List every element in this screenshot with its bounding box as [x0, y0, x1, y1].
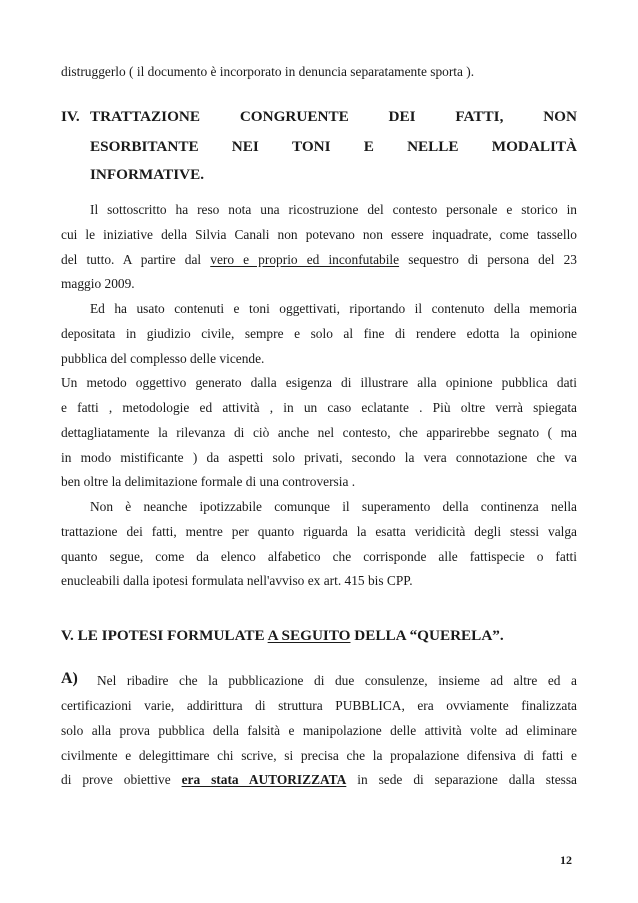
text-line: trattazione dei fatti, mentre per quanto riguarda la esatta veridicità degli stessi valga — [61, 524, 577, 539]
text-line: Ed ha usato contenuti e toni oggettivati, riportando il contenuto della memoria — [90, 301, 577, 316]
title-word: E — [363, 138, 374, 155]
text-line: certificazioni varie, addirittura di struttura PUBBLICA, era ovviamente finalizzata — [61, 698, 577, 713]
text-line: civilmente e delegittimare chi scrive, si precisa che la propalazione difensiva di fatti e — [61, 748, 577, 763]
text-line: ben oltre la delimitazione formale di una controversia . — [61, 474, 356, 489]
title-word: ESORBITANTE — [90, 138, 199, 155]
text-line: distruggerlo ( il documento è incorporato in denuncia separatamente sporta ). — [61, 64, 475, 79]
section-number: IV. — [61, 108, 80, 125]
section-title: V. LE IPOTESI FORMULATE A SEGUITO DELLA “QUERELA”. — [61, 627, 504, 644]
title-word: DEI — [388, 108, 416, 125]
text-line: dettagliatamente la rilevanza di ciò anche nel contesto, che apparirebbe segnato ( ma — [61, 425, 577, 440]
text-line: quanto segue, come da elenco alfabetico che corrisponde alle fattispecie o fatti — [61, 549, 577, 564]
underlined-phrase: vero e proprio ed inconfutabile — [210, 252, 400, 267]
text-line: e fatti , metodologie ed attività , in un caso eclatante . Più oltre verrà spiegata — [61, 400, 577, 415]
page-number: 12 — [560, 853, 572, 867]
text-line: enucleabili dalla ipotesi formulata nell'avviso ex art. 415 bis CPP. — [61, 573, 413, 588]
text-line: Nel ribadire che la pubblicazione di due consulenze, insieme ad altre ed a — [97, 673, 577, 688]
text-line: del tutto. A partire dal vero e proprio ed inconfutabile sequestro di persona del 23 — [61, 252, 577, 267]
section-title-row — [90, 108, 577, 126]
section-title-row: INFORMATIVE. — [90, 166, 205, 183]
title-word: NEI — [231, 138, 259, 155]
text-line: depositata in giudizio civile, sempre e solo al fine di rendere edotta la opinione — [61, 326, 577, 341]
text-line: Un metodo oggettivo generato dalla esigenza di illustrare alla opinione pubblica dati — [61, 375, 577, 390]
title-word: TRATTAZIONE — [90, 108, 200, 125]
text-line: di prove obiettive era stata AUTORIZZATA in sede di separazione dalla stessa — [61, 772, 578, 787]
underlined-phrase: A SEGUITO — [267, 627, 351, 644]
title-word: TONI — [292, 138, 331, 155]
underlined-phrase: era stata AUTORIZZATA — [181, 772, 347, 787]
title-word: MODALITÀ — [491, 138, 577, 155]
text-line: pubblica del complesso delle vicende. — [61, 351, 265, 366]
text-line: cui le iniziative della Silvia Canali non potevano non essere inquadrate, come tassello — [61, 227, 577, 242]
section-title-row — [90, 138, 577, 156]
title-word: NON — [543, 108, 577, 125]
item-letter: A) — [61, 670, 78, 687]
title-word: FATTI, — [455, 108, 504, 125]
text-line: Non è neanche ipotizzabile comunque il superamento della continenza nella — [90, 499, 577, 514]
text-line: solo alla prova pubblica della falsità e manipolazione delle attività volte ad eliminare — [61, 723, 577, 738]
text-line: in modo mistificante ) da aspetti solo privati, secondo la vera connotazione che va — [61, 450, 577, 465]
title-word: NELLE — [407, 138, 459, 155]
title-word: CONGRUENTE — [239, 108, 349, 125]
text-line: maggio 2009. — [61, 276, 135, 291]
text-line: Il sottoscritto ha reso nota una ricostruzione del contesto personale e storico in — [90, 202, 577, 217]
